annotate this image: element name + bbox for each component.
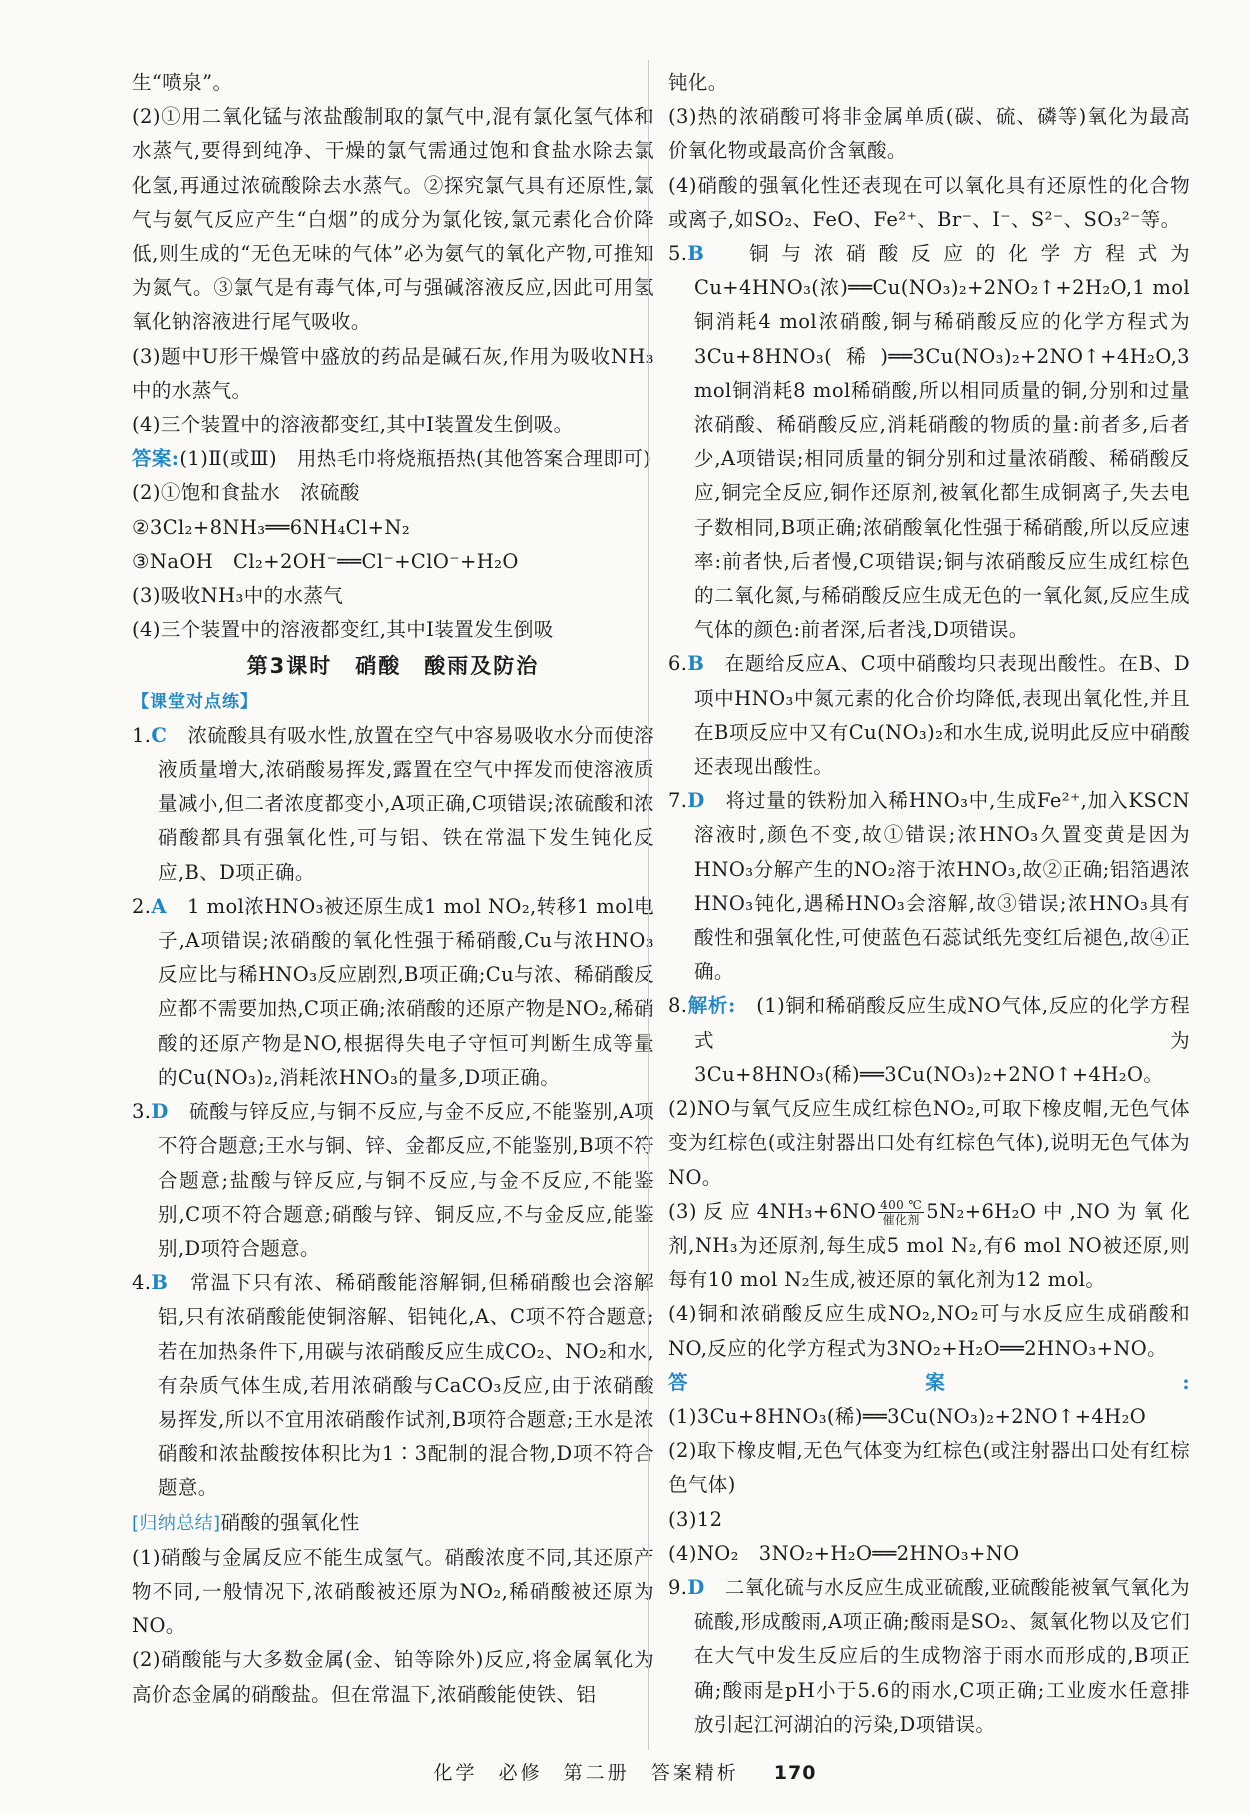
item-choice: C <box>151 723 168 747</box>
practice-tag: 【课堂对点练】 <box>132 691 258 712</box>
paragraph: (4)铜和浓硝酸反应生成NO₂,NO₂可与水反应生成硝酸和NO,反应的化学方程式为3NO₂+H₂O══2HNO₃+NO。 <box>668 1302 1190 1360</box>
practice-tag-row <box>132 684 654 719</box>
equation-paragraph <box>668 1195 1190 1298</box>
item-number: 5. <box>668 242 688 266</box>
paragraph: (4)三个装置中的溶液都变红,其中Ⅰ装置发生倒吸。 <box>132 413 574 437</box>
item-explanation: 二氧化硫与水反应生成亚硫酸,亚硫酸能被氧气氧化为硫酸,形成酸雨,A项正确;酸雨是SO₂、氮氧化物以及它们在大气中发生反应后的生成物溶于雨水而形成的,B项正确;酸雨是pH小于5.6的雨水,C项正确;工业废水任意排放引起江河湖泊的污染,D项错误。 <box>694 1575 1190 1736</box>
condition-temperature: 400 ℃ <box>880 1197 923 1212</box>
paragraph: 生“喷泉”。 <box>132 71 233 94</box>
answer-block <box>668 1366 1190 1434</box>
item-number: 1. <box>132 723 152 747</box>
paragraph: (1)硝酸与金属反应不能生成氢气。硝酸浓度不同,其还原产物不同,一般情况下,浓硝酸被还原为NO₂,稀硝酸被还原为NO。 <box>132 1545 654 1638</box>
right-column <box>668 66 1190 1742</box>
item-explanation: 将过量的铁粉加入稀HNO₃中,生成Fe²⁺,加入KSCN溶液时,颜色不变,故①错误;浓HNO₃久置变黄是因为HNO₃分解产生的NO₂溶于浓HNO₃,故②正确;铝箔遇浓HNO₃钝化,遇稀HNO₃会溶解,故③错误;浓HNO₃具有酸性和强氧化性,可使蓝色石蕊试纸先变红后褪色,故④正确。 <box>694 789 1190 984</box>
eq-post: 5N₂+6H₂O中,NO为氧化剂,NH₃为还原剂,每生成5 mol N₂,有6 mol NO被还原,则每有10 mol N₂生成,被还原的氧化剂为12 mol。 <box>668 1199 1190 1292</box>
reaction-condition <box>878 1198 924 1227</box>
item-number: 7. <box>668 789 688 813</box>
paragraph: (2)①用二氧化锰与浓盐酸制取的氯气中,混有氯化氢气体和水蒸气,要得到纯净、干燥的氯气需通过饱和食盐水除去氯化氢,再通过浓硫酸除去水蒸气。②探究氯气具有还原性,氯气与氨气反应产生“白烟”的成分为氯化铵,氯元素化合价降低,则生成的“无色无味的气体”必为氨气的氧化产物,可推知为氮气。③氯气是有毒气体,可与强碱溶液反应,因此可用氢氧化钠溶液进行尾气吸收。 <box>132 105 654 334</box>
item-choice: D <box>687 789 705 813</box>
item-explanation: 铜与浓硝酸反应的化学方程式为Cu+4HNO₃(浓)══Cu(NO₃)₂+2NO₂↑+2H₂O,1 mol铜消耗4 mol浓硝酸,铜与稀硝酸反应的化学方程式为3Cu+8HNO₃(稀)══3Cu(NO₃)₂+2NO↑+4H₂O,3 mol铜消耗8 mol稀硝酸,所以相同质量的铜,分别和过量浓硝酸、稀硝酸反应,消耗硝酸的物质的量:前者多,后者少,A项错误;相同质量的铜分别和过量浓硝酸、稀硝酸反应,铜完全反应,铜作还原剂,被氧化都生成铜离子,失去电子数相同,B项正确;浓硝酸氧化性强于稀硝酸,所以反应速率:前者快,后者慢,C项错误;铜与浓硝酸反应生成红棕色的二氧化氮,与稀硝酸反应生成无色的一氧化氮,反应生成气体的颜色:前者深,后者浅,D项错误。 <box>694 242 1190 642</box>
left-column <box>132 66 654 1712</box>
paragraph: (2)取下橡皮帽,无色气体变为红棕色(或注射器出口处有红棕色气体) <box>668 1439 1190 1497</box>
item-explanation: 常温下只有浓、稀硝酸能溶解铜,但稀硝酸也会溶解铝,只有浓硝酸能使铜溶解、铝钝化,A、C项不符合题意;若在加热条件下,用碳与浓硝酸反应生成CO₂、NO₂和水,有杂质气体生成,若用浓硝酸与CaCO₃反应,由于浓硝酸易挥发,所以不宜用浓硝酸作试剂,B项符合题意;王水是浓硝酸和浓盐酸按体积比为1∶3配制的混合物,D项不符合题意。 <box>158 1271 654 1500</box>
paragraph: (3)题中U形干燥管中盛放的药品是碱石灰,作用为吸收NH₃中的水蒸气。 <box>132 344 654 402</box>
item-explanation: 1 mol浓HNO₃被还原生成1 mol NO₂,转移1 mol电子,A项错误;浓硝酸的氧化性强于稀硝酸,Cu与浓HNO₃反应比与稀HNO₃反应剧烈,B项正确;Cu与浓、稀硝酸反应都不需要加热,C项正确;浓硝酸的还原产物是NO₂,稀硝酸的还原产物是NO,根据得失电子守恒可判断生成等量的Cu(NO₃)₂,消耗浓HNO₃的量多,D项正确。 <box>158 894 654 1089</box>
paragraph: (3)12 <box>668 1507 723 1531</box>
paragraph: 钝化。 <box>668 71 728 94</box>
answer-item <box>668 237 1190 647</box>
answer-item <box>132 719 654 890</box>
answer-item <box>668 1571 1190 1742</box>
paragraph: ②3Cl₂+8NH₃══6NH₄Cl+N₂ <box>132 515 411 539</box>
answer-text: (1)3Cu+8HNO₃(稀)══3Cu(NO₃)₂+2NO↑+4H₂O <box>668 1404 1147 1428</box>
answer-item <box>132 890 654 1095</box>
item-number: 3. <box>132 1100 152 1124</box>
column-divider <box>648 60 649 1750</box>
section-title: 第3课时 硝酸 酸雨及防治 <box>246 654 540 679</box>
item-choice: A <box>151 894 167 918</box>
footer-type: 必修 <box>498 1762 543 1784</box>
item-number: 8. <box>668 994 688 1018</box>
paragraph: (2)①饱和食盐水 浓硫酸 <box>132 481 360 505</box>
paragraph: (3)吸收NH₃中的水蒸气 <box>132 584 344 608</box>
paragraph: ③NaOH Cl₂+2OH⁻══Cl⁻+ClO⁻+H₂O <box>132 549 519 573</box>
item-choice: 解析: <box>687 994 736 1018</box>
answer-item <box>132 1266 654 1505</box>
item-number: 4. <box>132 1271 152 1295</box>
page-number: 170 <box>773 1762 817 1784</box>
paragraph: (4)NO₂ 3NO₂+H₂O══2HNO₃+NO <box>668 1541 1020 1565</box>
footer-volume: 第二册 <box>563 1762 630 1784</box>
item-explanation: (1)铜和稀硝酸反应生成NO气体,反应的化学方程式为3Cu+8HNO₃(稀)══3Cu(NO₃)₂+2NO↑+4H₂O。 <box>694 994 1190 1086</box>
eq-pre: (3)反应4NH₃+6NO <box>668 1199 877 1223</box>
paragraph: (4)硝酸的强氧化性还表现在可以氧化具有还原性的化合物或离子,如SO₂、FeO、Fe²⁺、Br⁻、I⁻、S²⁻、SO₃²⁻等。 <box>668 173 1190 231</box>
answer-label: 答案: <box>132 447 180 471</box>
item-choice: B <box>687 242 705 266</box>
answer-item <box>132 1095 654 1266</box>
answer-block <box>132 442 654 476</box>
item-number: 2. <box>132 894 152 918</box>
summary-heading <box>132 1506 654 1541</box>
footer-subject: 化学 <box>433 1762 478 1784</box>
page-footer <box>0 1758 1250 1785</box>
paragraph: (4)三个装置中的溶液都变红,其中Ⅰ装置发生倒吸 <box>132 618 554 642</box>
answer-item <box>668 989 1190 1092</box>
answer-label: 答案: <box>668 1370 1190 1394</box>
item-choice: B <box>687 652 705 676</box>
answer-text: (1)Ⅱ(或Ⅲ) 用热毛巾将烧瓶捂热(其他答案合理即可) <box>179 447 652 471</box>
summary-text: 硝酸的强氧化性 <box>220 1510 360 1534</box>
item-explanation: 硫酸与锌反应,与铜不反应,与金不反应,不能鉴别,A项不符合题意;王水与铜、锌、金都反应,不能鉴别,B项不符合题意;盐酸与锌反应,与铜不反应,与金不反应,不能鉴别,C项不符合题意;硝酸与锌、铜反应,不与金反应,能鉴别,D项符合题意。 <box>158 1100 655 1260</box>
answer-item <box>668 784 1190 989</box>
item-number: 9. <box>668 1575 688 1599</box>
condition-catalyst: 催化剂 <box>882 1212 920 1227</box>
paragraph: (2)硝酸能与大多数金属(金、铂等除外)反应,将金属氧化为高价态金属的硝酸盐。但在常温下,浓硝酸能使铁、铝 <box>132 1648 654 1706</box>
item-explanation: 浓硫酸具有吸水性,放置在空气中容易吸收水分而使溶液质量增大,浓硝酸易挥发,露置在空气中挥发而使溶液质量减小,但二者浓度都变小,A项正确,C项错误;浓硫酸和浓硝酸都具有强氧化性,可与铝、铁在常温下发生钝化反应,B、D项正确。 <box>158 723 654 884</box>
item-explanation: 在题给反应A、C项中硝酸均只表现出酸性。在B、D项中HNO₃中氮元素的化合价均降低,表现出氧化性,并且在B项反应中又有Cu(NO₃)₂和水生成,说明此反应中硝酸还表现出酸性。 <box>694 652 1190 779</box>
item-choice: B <box>151 1271 169 1295</box>
summary-label: [归纳总结] <box>132 1512 221 1534</box>
item-choice: D <box>151 1100 169 1124</box>
paragraph: (3)热的浓硝酸可将非金属单质(碳、硫、磷等)氧化为最高价氧化物或最高价含氧酸。 <box>668 105 1190 163</box>
footer-desc: 答案精析 <box>650 1762 739 1784</box>
paragraph: (2)NO与氧气反应生成红棕色NO₂,可取下橡皮帽,无色气体变为红棕色(或注射器出口处有红棕色气体),说明无色气体为NO。 <box>668 1097 1190 1189</box>
item-number: 6. <box>668 652 688 676</box>
item-choice: D <box>687 1575 705 1599</box>
answer-item <box>668 647 1190 784</box>
